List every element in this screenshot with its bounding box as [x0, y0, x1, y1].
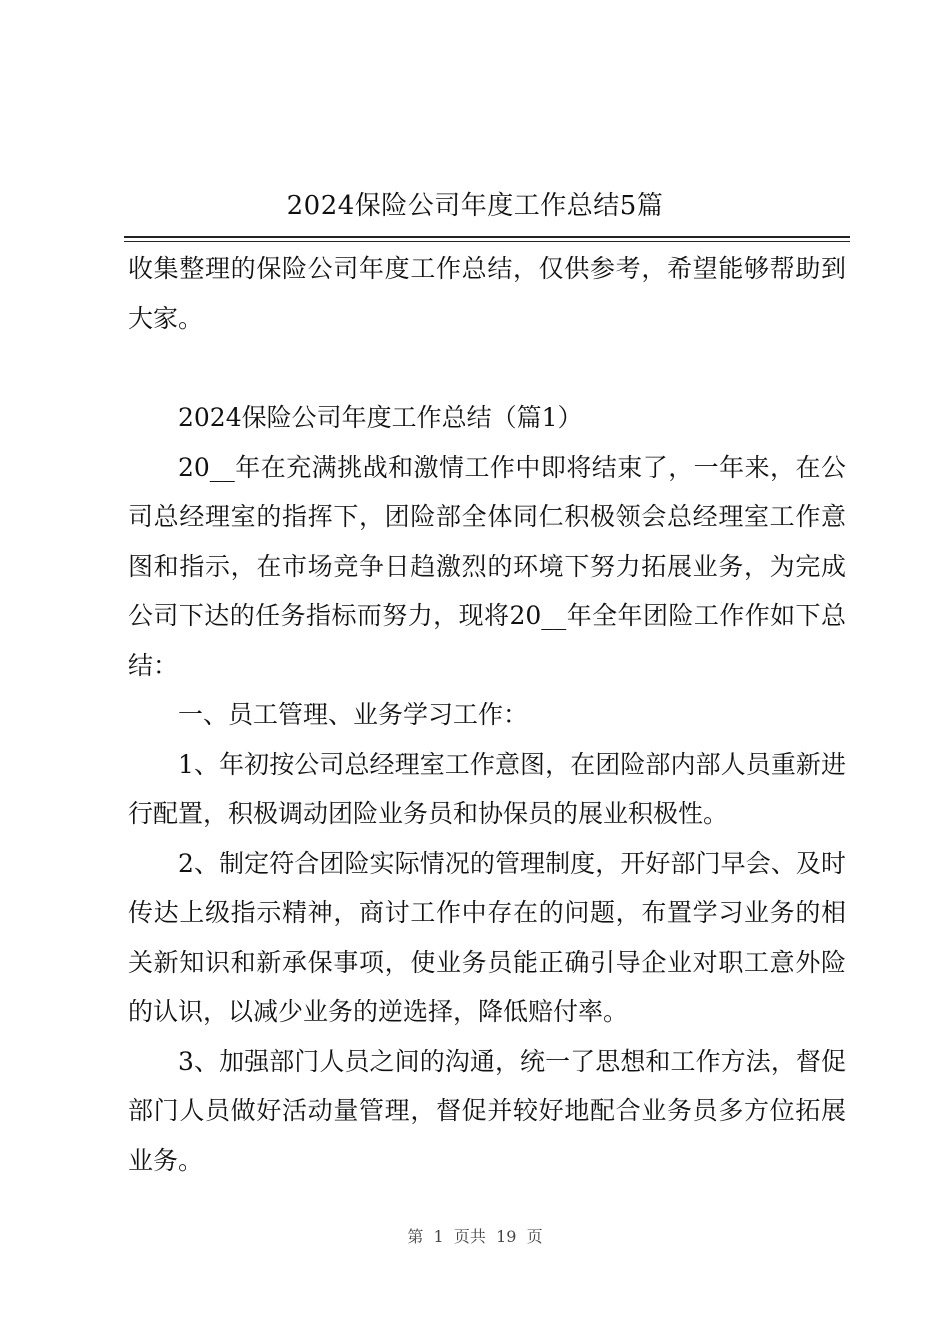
page-footer: 第 1 页共 19 页: [407, 1227, 543, 1246]
document-title: 2024保险公司年度工作总结5篇: [286, 191, 664, 221]
subsection-heading: 一、员工管理、业务学习工作：: [178, 700, 529, 729]
body-paragraph: 1、年初按公司总经理室工作意图，在团险部内部人员重新进行配置，积极调动团险业务员和协保员的展业积极性。: [128, 749, 846, 828]
body-paragraph: 2、制定符合团险实际情况的管理制度，开好部门早会、及时传达上级指示精神，商讨工作中存在的问题，布置学习业务的相关新知识和新承保事项，使业务员能正确引导企业对职工意外险的认识，以减少业务的逆选择，降低赔付率。: [128, 848, 846, 1026]
title-divider-thin: [124, 241, 850, 242]
body-paragraph: 3、加强部门人员之间的沟通，统一了思想和工作方法，督促部门人员做好活动量管理，督促并较好地配合业务员多方位拓展业务。: [128, 1046, 846, 1175]
section-heading: 2024保险公司年度工作总结（篇1）: [178, 403, 583, 432]
paragraph-spacer: [128, 343, 846, 393]
document-body: [128, 244, 846, 1185]
title-divider: [124, 236, 850, 238]
body-paragraph: 20__年在充满挑战和激情工作中即将结束了，一年来，在公司总经理室的指挥下，团险部全体同仁积极领会总经理室工作意图和指示，在市场竞争日趋激烈的环境下努力拓展业务，为完成公司下达的任务指标而努力，现将20__年全年团险工作作如下总结：: [128, 452, 846, 680]
intro-paragraph: 收集整理的保险公司年度工作总结，仅供参考，希望能够帮助到大家。: [128, 254, 846, 333]
